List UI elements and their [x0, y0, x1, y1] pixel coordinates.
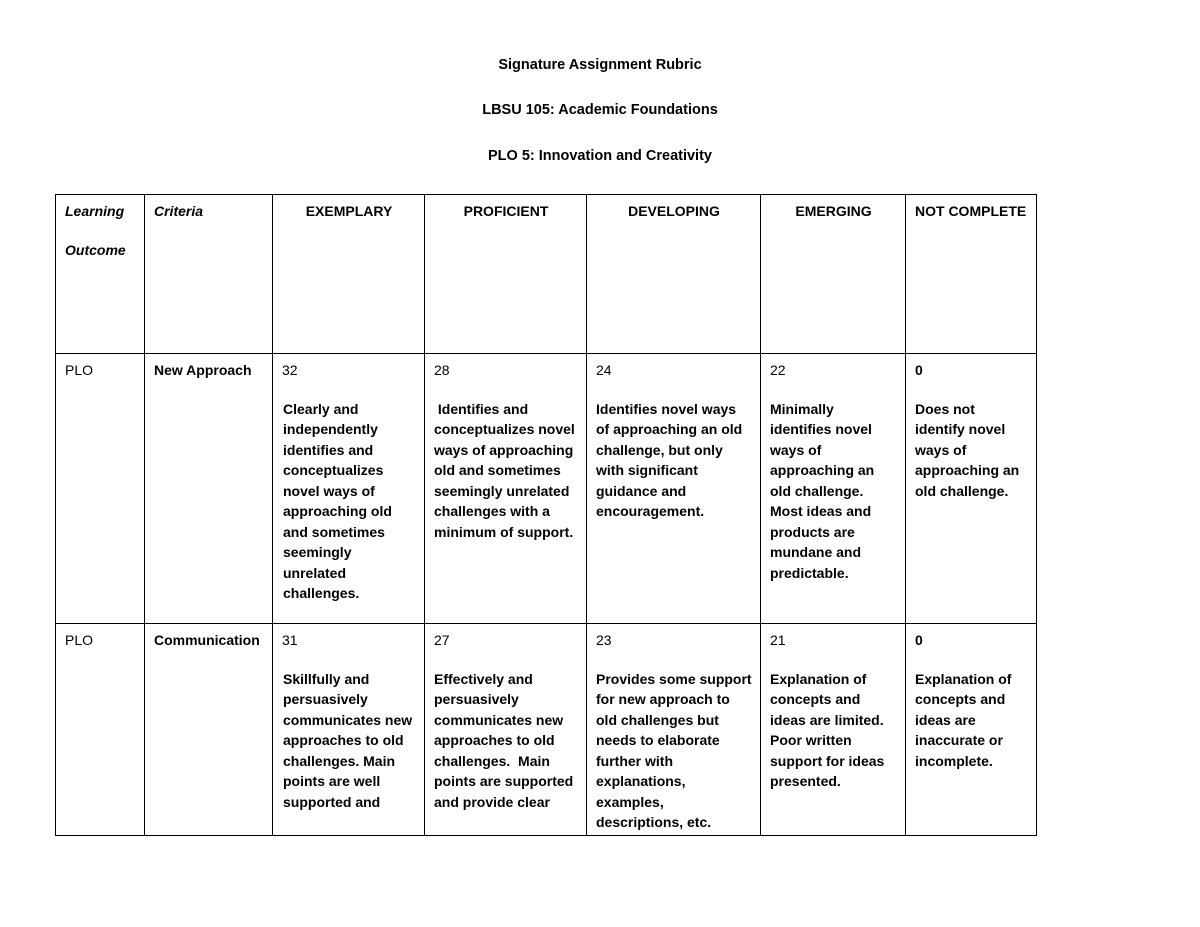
description: Identifies novel ways of approaching an old challenge, but only with significant guidance and encouragement.	[596, 400, 743, 519]
proficient-cell	[425, 354, 587, 624]
score: 22	[770, 362, 786, 378]
not-complete-cell	[906, 354, 1037, 624]
score: 21	[770, 632, 786, 648]
description: Effectively and persuasively communicates new approaches to old challenges. Main points are supported and provide clear	[434, 670, 578, 810]
description: Identifies and conceptualizes novel ways of approaching old and sometimes seemingly unrelated challenges with a minimum of support.	[434, 400, 579, 540]
description: Clearly and independently identifies and conceptualizes novel ways of approaching old and sometimes seemingly unrelated challenges.	[283, 400, 392, 601]
row-outcome: PLO	[56, 624, 145, 836]
proficient-header: PROFICIENT	[425, 195, 587, 354]
description: Explanation of concepts and ideas are limited. Poor written support for ideas presented.	[770, 670, 885, 789]
proficient-cell	[425, 624, 587, 836]
learning-outcome-header	[56, 195, 145, 354]
score: 0	[915, 362, 923, 378]
row-outcome: PLO	[56, 354, 145, 624]
description: Does not identify novel ways of approaching an old challenge.	[915, 400, 1020, 499]
emerging-cell	[761, 354, 906, 624]
score: 27	[434, 632, 450, 648]
exemplary-cell	[273, 354, 425, 624]
not-complete-header: NOT COMPLETE	[906, 195, 1037, 354]
row-criteria: Communication	[145, 624, 273, 836]
score: 32	[282, 362, 298, 378]
learning-outcome-header-line2: Outcome	[65, 241, 126, 258]
score: 28	[434, 362, 450, 378]
description: Explanation of concepts and ideas are inaccurate or incomplete.	[915, 670, 1012, 769]
header-row	[56, 195, 1037, 354]
course-title: LBSU 105: Academic Foundations	[482, 102, 718, 118]
score: 31	[282, 632, 298, 648]
document-title: Signature Assignment Rubric	[498, 57, 702, 73]
developing-cell	[587, 354, 761, 624]
exemplary-header: EXEMPLARY	[273, 195, 425, 354]
learning-outcome-header-line1: Learning	[65, 203, 125, 219]
score: 23	[596, 632, 612, 648]
table-row	[56, 354, 1037, 624]
plo-title: PLO 5: Innovation and Creativity	[488, 148, 712, 164]
rubric-table	[55, 194, 1037, 836]
row-criteria: New Approach	[145, 354, 273, 624]
developing-cell	[587, 624, 761, 836]
score: 24	[596, 362, 612, 378]
developing-header: DEVELOPING	[587, 195, 761, 354]
exemplary-cell	[273, 624, 425, 836]
description: Minimally identifies novel ways of approaching an old challenge. Most ideas and products are mundane and predictable.	[770, 400, 875, 581]
score: 0	[915, 632, 923, 648]
emerging-cell	[761, 624, 906, 836]
not-complete-cell	[906, 624, 1037, 836]
emerging-header: EMERGING	[761, 195, 906, 354]
description: Provides some support for new approach to old challenges but needs to elaborate further with explanations, examples, descriptions, etc.	[596, 670, 752, 830]
table-row	[56, 624, 1037, 836]
description: Skillfully and persuasively communicates new approaches to old challenges. Main points are well supported and	[283, 670, 413, 810]
criteria-header: Criteria	[145, 195, 273, 354]
